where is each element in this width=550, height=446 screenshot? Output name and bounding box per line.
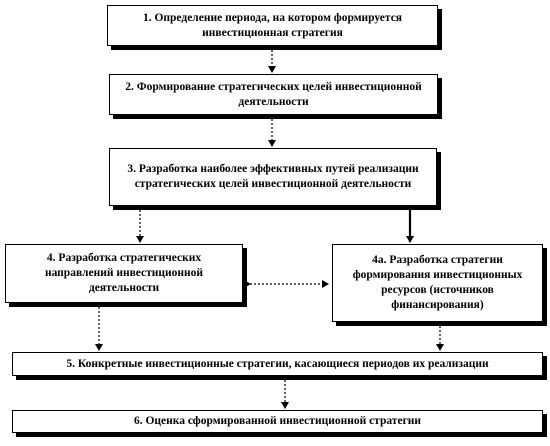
box-step-3 [109,148,437,206]
box-step-2 [109,74,438,115]
box-step-4a-text: 4а. Разработка стратегии формирования инвестиционных ресурсов (источников финансирования) [352,254,523,311]
box-step-4-text: 4. Разработка стратегических направлений инвестиционной деятельности [44,252,204,294]
box-step-5 [12,352,543,376]
box-step-3-text: 3. Разработка наиболее эффективных путей реализации стратегических целей инвестиционной деятельности [127,163,419,190]
box-step-4 [5,244,243,303]
box-step-1-text: 1. Определение периода, на котором формируется инвестиционная стратегия [142,11,403,39]
box-step-2-text: 2. Формирование стратегических целей инвестиционной деятельности [125,80,422,108]
box-step-6 [12,410,543,433]
box-step-1 [107,5,438,46]
box-step-6-text: 6. Оценка сформированной инвестиционной стратегии [133,415,422,427]
box-step-4a [332,244,543,322]
box-step-5-text: 5. Конкретные инвестиционные стратегии, касающиеся периодов их реализации [66,357,489,370]
